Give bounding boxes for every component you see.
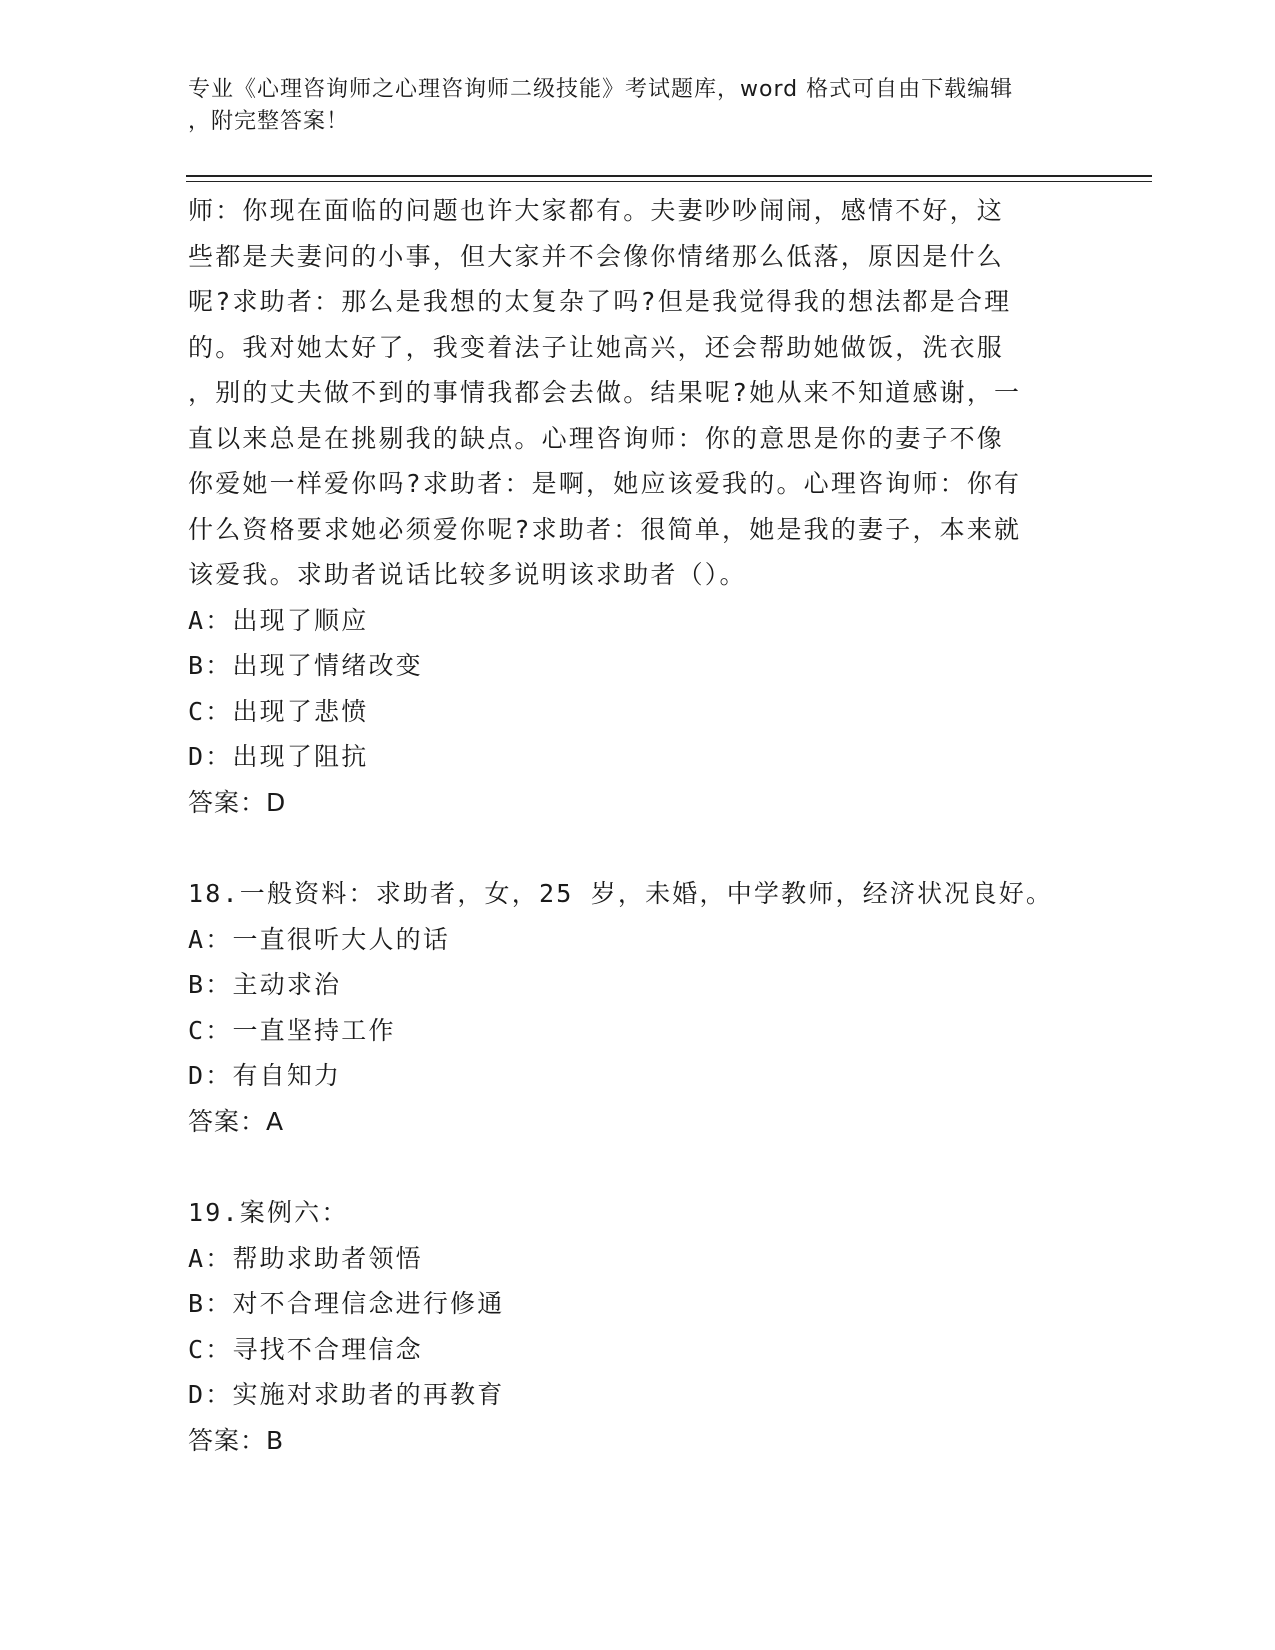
option-b: B：出现了情绪改变	[188, 651, 423, 680]
option-c: C：出现了悲愤	[188, 696, 369, 726]
option-a: A：出现了顺应	[188, 605, 369, 635]
answer-line: 答案：D	[188, 787, 287, 817]
option-b: B：主动求治	[188, 970, 342, 999]
question-19	[188, 1190, 1088, 1463]
passage-line: 什么资格要求她必须爱你呢?求助者：很简单，她是我的妻子，本来就	[188, 514, 1022, 544]
option-c: C：寻找不合理信念	[188, 1334, 423, 1364]
document-header	[188, 74, 1088, 138]
option-a: A：一直很听大人的话	[188, 924, 451, 954]
passage-line: 你爱她一样爱你吗?求助者：是啊，她应该爱我的。心理咨询师：你有	[188, 469, 1022, 498]
spacer	[188, 1144, 1088, 1190]
question-17	[188, 188, 1088, 825]
option-d: D：有自知力	[188, 1061, 342, 1090]
header-title-line1: 专业《心理咨询师之心理咨询师二级技能》考试题库，word 格式可自由下载编辑	[188, 77, 1014, 102]
question-18	[188, 871, 1088, 1144]
answer-line: 答案：B	[188, 1425, 285, 1455]
option-b: B：对不合理信念进行修通	[188, 1289, 505, 1318]
document-body	[188, 188, 1088, 1463]
passage-line: 呢?求助者：那么是我想的太复杂了吗?但是我觉得我的想法都是合理	[188, 287, 1012, 316]
passage-line: 些都是夫妻问的小事，但大家并不会像你情绪那么低落，原因是什么	[188, 241, 1005, 271]
header-title-line2: ，附完整答案！	[188, 109, 350, 134]
option-d: D：实施对求助者的再教育	[188, 1380, 505, 1409]
option-a: A：帮助求助者领悟	[188, 1243, 423, 1273]
header-rule-thin	[186, 181, 1152, 182]
passage-line: 直以来总是在挑剔我的缺点。心理咨询师：你的意思是你的妻子不像	[188, 423, 1005, 453]
q17-passage	[188, 188, 1088, 598]
spacer	[188, 825, 1088, 871]
passage-line: 该爱我。求助者说话比较多说明该求助者（）。	[188, 560, 747, 589]
passage-line: ，别的丈夫做不到的事情我都会去做。结果呢?她从来不知道感谢，一	[188, 378, 1022, 407]
option-c: C：一直坚持工作	[188, 1015, 396, 1045]
question-text: 18.一般资料：求助者，女，25 岁，未婚，中学教师，经济状况良好。	[188, 879, 1054, 908]
header-rule-thick	[186, 175, 1152, 177]
passage-line: 师：你现在面临的问题也许大家都有。夫妻吵吵闹闹，感情不好，这	[188, 196, 1005, 225]
question-text: 19.案例六：	[188, 1198, 349, 1227]
passage-line: 的。我对她太好了，我变着法子让她高兴，还会帮助她做饭，洗衣服	[188, 332, 1005, 362]
answer-line: 答案：A	[188, 1106, 285, 1136]
option-d: D：出现了阻抗	[188, 742, 369, 771]
